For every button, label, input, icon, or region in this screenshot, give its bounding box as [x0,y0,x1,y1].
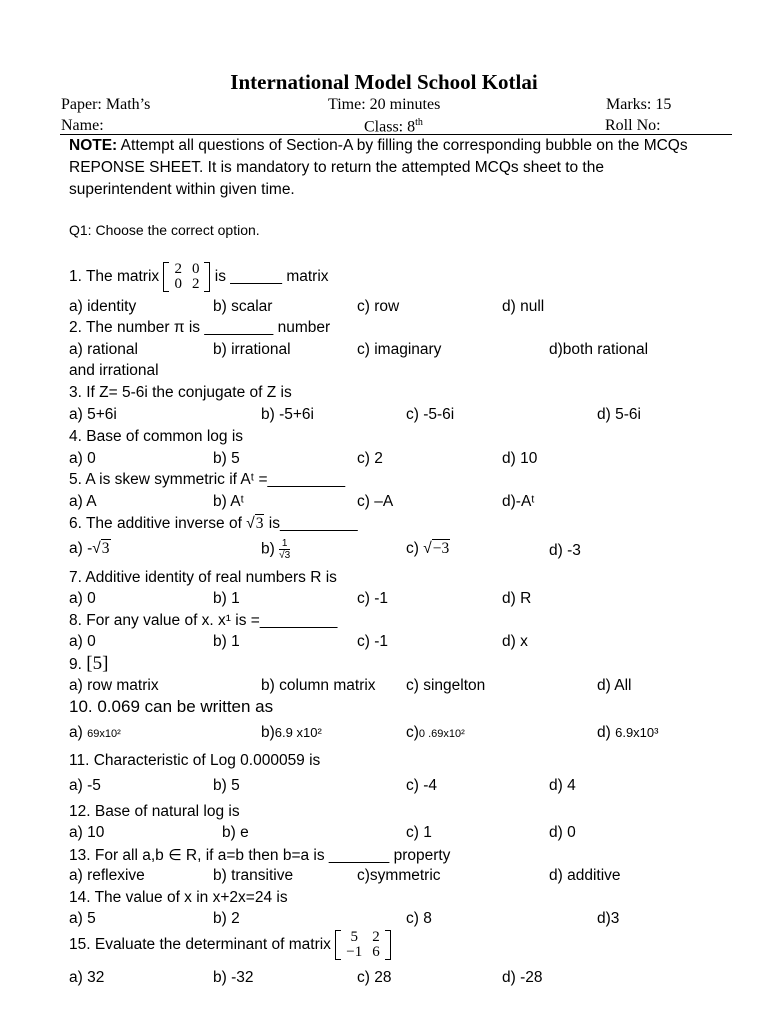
question-3: 3. If Z= 5-6i the conjugate of Z is [69,384,292,401]
fraction-one-over-root3: $\frac{1}{√3}$ [279,538,291,561]
name-label: Name: [61,117,104,134]
option-11a: a) -5 [69,777,101,794]
option-10d: d) 6.9x10³ [597,724,659,741]
option-8c: c) -1 [357,633,388,650]
option-5c: c) –A [357,493,394,510]
sqrt-3: √3 [246,515,264,532]
option-4d: d) 10 [502,450,538,467]
option-1d: d) null [502,298,545,315]
time-label: Time: 20 minutes [328,96,441,113]
option-14c: c) 8 [406,910,432,927]
option-1a: a) identity [69,298,137,315]
option-7b: b) 1 [213,590,240,607]
question-13: 13. For all a,b ∈ R, if a=b then b=a is _______ property [69,847,451,864]
option-13b: b) transitive [213,867,294,884]
option-3d: d) 5-6i [597,406,641,423]
option-13c: c)symmetric [357,867,441,884]
option-2b: b) irrational [213,341,291,358]
question-10: 10. 0.069 can be written as [69,697,274,716]
question-9: 9. [5] [69,653,109,674]
matrix-q9: [5] [86,653,109,674]
question-1: 1. The matrix 2 0 0 2 is ______ matrix [69,261,329,292]
class-label: Class: 8th [364,117,423,136]
option-9d: d) All [597,677,632,694]
option-5a: a) A [69,493,97,510]
option-5d: d)-Aᵗ [502,493,535,510]
question-2: 2. The number π is ________ number [69,319,331,336]
option-2d: d)both rational [549,341,649,358]
question-8: 8. For any value of x. x¹ is =_________ [69,612,338,629]
option-13a: a) reflexive [69,867,145,884]
option-7d: d) R [502,590,532,607]
option-4b: b) 5 [213,450,240,467]
option-10c: c)0 .69x10² [406,724,465,741]
option-2d-continued: and irrational [69,362,159,379]
option-15c: c) 28 [357,969,392,986]
question-6: 6. The additive inverse of √3 is_________ [69,515,358,532]
option-3a: a) 5+6i [69,406,117,423]
option-12c: c) 1 [406,824,432,841]
option-9a: a) row matrix [69,677,159,694]
option-6c: c) √−3 [406,540,450,557]
option-11d: d) 4 [549,777,576,794]
option-12a: a) 10 [69,824,105,841]
instructions-note: NOTE: Attempt all questions of Section-A by filling the corresponding bubble on the MCQs REPONSE SHEET. It is mandatory to return the attempted MCQs sheet to the superintendent within given time. [69,137,688,198]
option-14b: b) 2 [213,910,240,927]
option-3b: b) -5+6i [261,406,314,423]
question-11: 11. Characteristic of Log 0.000059 is [69,752,321,769]
question-5: 5. A is skew symmetric if Aᵗ =_________ [69,471,346,488]
question-12: 12. Base of natural log is [69,803,240,820]
option-4c: c) 2 [357,450,383,467]
option-1b: b) scalar [213,298,273,315]
option-9c: c) singelton [406,677,486,694]
matrix-q1: 2 0 0 2 [163,262,210,292]
option-8b: b) 1 [213,633,240,650]
option-6a: a) -√3 [69,540,110,557]
option-2c: c) imaginary [357,341,442,358]
question-14: 14. The value of x in x+2x=24 is [69,889,288,906]
option-15d: d) -28 [502,969,543,986]
option-3c: c) -5-6i [406,406,455,423]
option-12d: d) 0 [549,824,576,841]
school-title: International Model School Kotlai [230,70,538,94]
question-4: 4. Base of common log is [69,428,244,445]
option-4a: a) 0 [69,450,96,467]
option-5b: b) Aᵗ [213,493,244,510]
option-6d: d) -3 [549,542,581,559]
paper-label: Paper: Math’s [61,96,151,113]
option-1c: c) row [357,298,400,315]
option-10b: b)6.9 x10² [261,724,322,741]
option-7c: c) -1 [357,590,388,607]
option-15a: a) 32 [69,969,105,986]
option-9b: b) column matrix [261,677,376,694]
option-6b: b) $\frac{1}{√3}$ [261,538,291,561]
option-10a: a) 69x10² [69,724,121,741]
option-11c: c) -4 [406,777,437,794]
option-11b: b) 5 [213,777,240,794]
option-12b: b) e [222,824,249,841]
matrix-q15: 5 2 −1 6 [335,930,390,960]
option-13d: d) additive [549,867,621,884]
option-15b: b) -32 [213,969,254,986]
option-8d: d) x [502,633,528,650]
question-15: 15. Evaluate the determinant of matrix 5 2 −1 6 [69,930,391,960]
option-2a: a) rational [69,341,138,358]
option-8a: a) 0 [69,633,96,650]
roll-label: Roll No: [605,117,661,134]
question-7: 7. Additive identity of real numbers R is [69,569,337,586]
option-7a: a) 0 [69,590,96,607]
option-14a: a) 5 [69,910,96,927]
option-14d: d)3 [597,910,620,927]
marks-label: Marks: 15 [606,96,672,113]
section-heading: Q1: Choose the correct option. [69,222,260,238]
